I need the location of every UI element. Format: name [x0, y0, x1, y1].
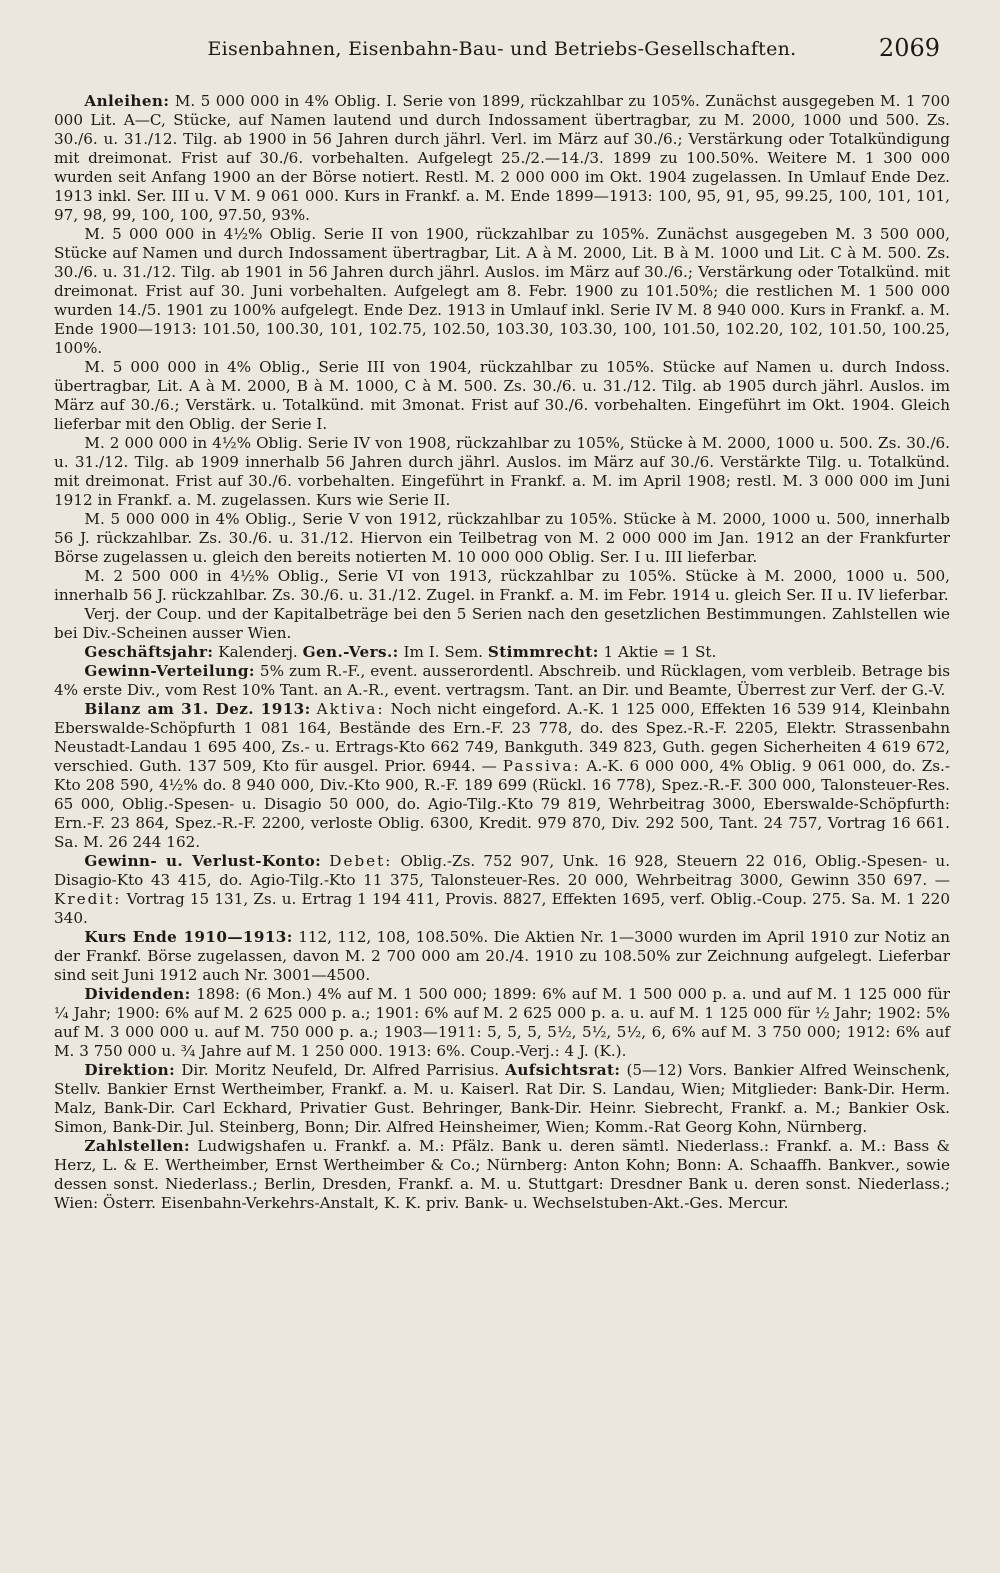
anleihen-note: Verj. der Coup. und der Kapitalbeträge bei den 5 Serien nach den gesetzlichen Bestimmungen. Zahlstellen wie bei Div.-Scheinen ausser Wien. — [54, 605, 950, 642]
zahlstellen — [54, 1137, 950, 1213]
gewinn-verteilung-text: 5% zum R.-F., event. ausserordentl. Abschreib. und Rücklagen, vom verbleib. Betrage bis 4% erste Div., vom Rest 10% Tant. an A.-R., event. vertragsm. Tant. an Dir. und Beamte, Überrest zur Verf. der G.-V. — [54, 662, 951, 699]
aktiva-label: Aktiva: — [316, 700, 385, 718]
kurs — [54, 928, 950, 985]
gewinn-verlust-konto — [54, 852, 950, 928]
stimmrecht-text: 1 Aktie = 1 St. — [603, 643, 717, 661]
page-body — [54, 92, 950, 1213]
gewinn-verteilung-label: Gewinn-Verteilung: — [84, 662, 255, 680]
guv-label: Gewinn- u. Verlust-Konto: — [84, 852, 322, 870]
zahlstellen-text: Ludwigshafen u. Frankf. a. M.: Pfälz. Bank u. deren sämtl. Niederlass.: Frankf. a. M.: Bass & Herz, L. & E. Wertheimber, Ernst Wertheimber & Co.; Nürnberg: Anton Kohn; Bonn: A. Schaaffh. Bankver., sowie dessen sonst. Niederlass.; Berlin, Dresden, Frankf. a. M. u. Stuttgart: Dresdner Bank u. deren sonst. Niederlass.; Wien: Österr. Eisenbahn-Verkehrs-Anstalt, K. K. priv. Bank- u. Wechselstuben-Akt.-Ges. Mercur. — [54, 1137, 951, 1212]
aufsichtsrat-label: Aufsichtsrat: — [505, 1061, 621, 1079]
geschaeftsjahr-line — [54, 643, 950, 662]
anleihen-series-1-text: M. 5 000 000 in 4% Oblig. I. Serie von 1899, rückzahlbar zu 105%. Zunächst ausgegeben M. 1 700 000 Lit. A—C, Stücke, auf Namen lautend und durch Indossament übertragbar, zu M. 2000, 1000 und 500. Zs. 30./6. u. 31./12. Tilg. ab 1900 in 56 Jahren durch jährl. Verl. im März auf 30./6.; Verstärkung oder Totalkündigung mit dreimonat. Frist auf 30./6. vorbehalten. Aufgelegt 25./2.—14./3. 1899 zu 100.50%. Weitere M. 1 300 000 wurden seit Anfang 1900 an der Börse notiert. Restl. M. 2 000 000 im Okt. 1904 zugelassen. In Umlauf Ende Dez. 1913 inkl. Ser. III u. V M. 9 061 000. Kurs in Frankf. a. M. Ende 1899—1913: 100, 95, 91, 95, 99.25, 100, 101, 101, 97, 98, 99, 100, 100, 97.50, 93%. — [54, 92, 950, 224]
dividenden-label: Dividenden: — [84, 985, 191, 1003]
kurs-text: 112, 112, 108, 108.50%. Die Aktien Nr. 1—3000 wurden im April 1910 zur Notiz an der Frankf. Börse zugelassen, davon M. 2 700 000 am 20./4. 1910 zu 108.50% zur Zeichnung aufgelegt. Lieferbar sind seit Juni 1912 auch Nr. 3001—4500. — [54, 928, 950, 984]
debet-label: Debet: — [329, 852, 393, 870]
geschaeftsjahr-text: Kalenderj. — [218, 643, 298, 661]
anleihen-series-6: M. 2 500 000 in 4½% Oblig., Serie VI von 1913, rückzahlbar zu 105%. Stücke à M. 2000, 1000 u. 500, innerhalb 56 J. rückzahlbar. Zs. 30./6. u. 31./12. Zugel. in Frankf. a. M. im Febr. 1914 u. gleich Ser. II u. IV lieferbar. — [54, 567, 950, 604]
anleihen-series-4: M. 2 000 000 in 4½% Oblig. Serie IV von 1908, rückzahlbar zu 105%, Stücke à M. 2000, 1000 u. 500. Zs. 30./6. u. 31./12. Tilg. ab 1909 innerhalb 56 Jahren durch jährl. Auslos. im März auf 30./6. Verstärkte Tilg. u. Totalkünd. mit dreimonat. Frist auf 30./6. vorbehalten. Eingeführt in Frankf. a. M. im April 1908; restl. M. 3 000 000 im Juni 1912 in Frankf. a. M. zugelassen. Kurs wie Serie II. — [54, 434, 950, 509]
stimmrecht-label: Stimmrecht: — [487, 643, 599, 661]
zahlstellen-label: Zahlstellen: — [84, 1137, 191, 1155]
bilanz — [54, 700, 950, 852]
gewinn-verteilung — [54, 662, 950, 700]
anleihen-label: Anleihen: — [84, 92, 170, 110]
anleihen-series-3: M. 5 000 000 in 4% Oblig., Serie III von 1904, rückzahlbar zu 105%. Stücke auf Namen u. durch Indoss. übertragbar, Lit. A à M. 2000, B à M. 1000, C à M. 500. Zs. 30./6. u. 31./12. Tilg. ab 1905 durch jährl. Auslos. im März auf 30./6.; Verstärk. u. Totalkünd. mit 3monat. Frist auf 30./6. vorbehalten. Eingeführt im Okt. 1904. Gleich lieferbar mit den Oblig. der Serie I. — [54, 358, 950, 433]
anleihen-series-5: M. 5 000 000 in 4% Oblig., Serie V von 1912, rückzahlbar zu 105%. Stücke à M. 2000, 1000 u. 500, innerhalb 56 J. rückzahlbar. Zs. 30./6. u. 31./12. Hiervon ein Teilbetrag von M. 2 000 000 im Jan. 1912 an der Frankfurter Börse zugelassen u. gleich den bereits notierten M. 10 000 000 Oblig. Ser. I u. III lieferbar. — [54, 510, 950, 566]
anleihen-series-1 — [54, 92, 950, 225]
kurs-label: Kurs Ende 1910—1913: — [84, 928, 293, 946]
passiva-text: A.-K. 6 000 000, 4% Oblig. 9 061 000, do. Zs.-Kto 208 590, 4½% do. 8 940 000, Div.-Kto 900, R.-F. 189 699 (Rückl. 16 778), Spez.-R.-F. 300 000, Talonsteuer-Res. 65 000, Oblig.-Spesen- u. Disagio 50 000, do. Agio-Tilg.-Kto 79 819, Wehrbeitrag 3000, Eberswalde-Schöpfurth: Ern.-F. 23 864, Spez.-R.-F. 2200, verloste Oblig. 6300, Kredit. 979 870, Div. 292 500, Tant. 24 757, Vortrag 16 661. Sa. M. 26 244 162. — [54, 757, 950, 851]
aktiva-text: Noch nicht eingeford. A.-K. 1 125 000, Effekten 16 539 914, Kleinbahn Eberswalde-Schöpfurth 1 081 164, Bestände des Ern.-F. 23 778, do. des Spez.-R.-F. 2205, Elektr. Strassenbahn Neustadt-Landau 1 695 400, Zs.- u. Ertrags-Kto 662 749, Bankguth. 349 823, Guth. gegen Sicherheiten 4 619 672, verschied. Guth. 137 509, Kto für ausgel. Prior. 6944. — — [54, 700, 951, 775]
aufsichtsrat-text: (5—12) Vors. Bankier Alfred Weinschenk, Stellv. Bankier Ernst Wertheimber, Frankf. a. M. u. Kaiserl. Rat Dir. S. Landau, Wien; Mitglieder: Bank-Dir. Herm. Malz, Bank-Dir. Carl Eckhard, Privatier Gust. Behringer, Bank-Dir. Heinr. Siebrecht, Frankf. a. M.; Bankier Osk. Simon, Bank-Dir. Jul. Steinberg, Bonn; Dir. Alfred Heinsheimer, Wien; Komm.-Rat Georg Kohn, Nürnberg. — [54, 1061, 951, 1136]
direktion — [54, 1061, 950, 1137]
kredit-label: Kredit: — [54, 890, 122, 908]
direktion-text: Dir. Moritz Neufeld, Dr. Alfred Parrisius. — [181, 1061, 500, 1079]
page-number: 2069 — [878, 34, 940, 62]
debet-text: Oblig.-Zs. 752 907, Unk. 16 928, Steuern 22 016, Oblig.-Spesen- u. Disagio-Kto 43 415, do. Agio-Tilg.-Kto 11 375, Talonsteuer-Res. 20 000, Wehrbeitrag 3000, Gewinn 350 697. — — [54, 852, 951, 889]
geschaeftsjahr-label: Geschäftsjahr: — [84, 643, 214, 661]
direktion-label: Direktion: — [84, 1061, 176, 1079]
dividenden-text: 1898: (6 Mon.) 4% auf M. 1 500 000; 1899: 6% auf M. 1 500 000 p. a. und auf M. 1 125 000 für ¼ Jahr; 1900: 6% auf M. 2 625 000 p. a.; 1901: 6% auf M. 2 625 000 p. a. u. auf M. 1 125 000 für ½ Jahr; 1902: 5% auf M. 3 000 000 u. auf M. 750 000 p. a.; 1903—1911: 5, 5, 5, 5½, 5½, 5½, 6, 6% auf M. 3 750 000; 1912: 6% auf M. 3 750 000 u. ¾ Jahre auf M. 1 250 000. 1913: 6%. Coup.-Verj.: 4 J. (K.). — [54, 985, 951, 1060]
page-header — [54, 30, 950, 70]
passiva-label: Passiva: — [502, 757, 581, 775]
running-title: Eisenbahnen, Eisenbahn-Bau- und Betriebs-Gesellschaften. — [207, 38, 797, 60]
gen-vers-text: Im I. Sem. — [403, 643, 483, 661]
kredit-text: Vortrag 15 131, Zs. u. Ertrag 1 194 411, Provis. 8827, Effekten 1695, verf. Oblig.-Coup. 275. Sa. M. 1 220 340. — [54, 890, 951, 927]
dividenden — [54, 985, 950, 1061]
anleihen-series-2: M. 5 000 000 in 4½% Oblig. Serie II von 1900, rückzahlbar zu 105%. Zunächst ausgegeben M. 3 500 000, Stücke auf Namen und durch Indossament übertragbar, Lit. A à M. 2000, Lit. B à M. 1000 und Lit. C à M. 500. Zs. 30./6. u. 31./12. Tilg. ab 1901 in 56 Jahren durch jährl. Auslos. im März auf 30./6.; Verstärkung oder Totalkünd. mit dreimonat. Frist auf 30. Juni vorbehalten. Aufgelegt am 8. Febr. 1900 zu 101.50%; die restlichen M. 1 500 000 wurden 14./5. 1901 zu 100% aufgelegt. Ende Dez. 1913 in Umlauf inkl. Serie IV M. 8 940 000. Kurs in Frankf. a. M. Ende 1900—1913: 101.50, 100.30, 101, 102.75, 102.50, 103.30, 103.30, 100, 101.50, 102.20, 102, 101.50, 100.25, 100%. — [54, 225, 950, 357]
bilanz-label: Bilanz am 31. Dez. 1913: — [84, 700, 311, 718]
gen-vers-label: Gen.-Vers.: — [302, 643, 399, 661]
